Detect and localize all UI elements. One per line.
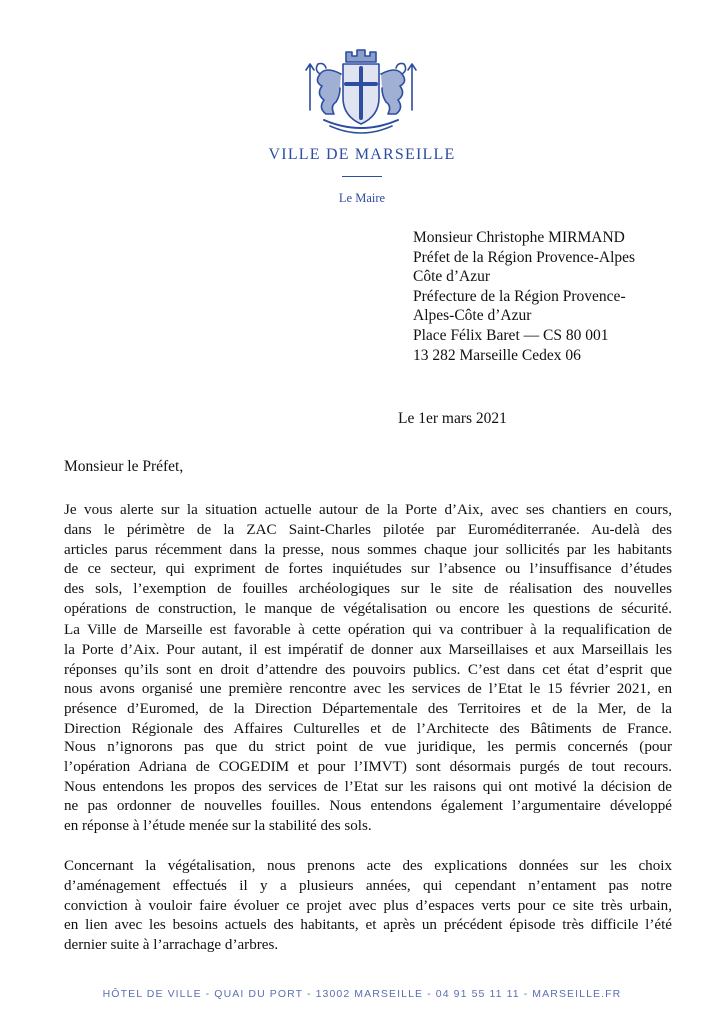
recipient-line: Préfet de la Région Provence-Alpes xyxy=(413,248,636,266)
paragraph-2 xyxy=(64,621,672,740)
recipient-line: Préfecture de la Région Provence- xyxy=(413,287,626,305)
paragraph-line: présence d’Euromed, de la Direction Départementale des Territoires et de la Mer, de la xyxy=(64,701,672,718)
paragraph-line: conviction à vouloir faire évoluer ce projet avec plus d’espaces verts pour ce site très urbain, xyxy=(64,897,672,914)
paragraph-line: réponses qu’ils sont en droit d’attendre des pouvoirs publics. C’est dans cet état d’esprit que xyxy=(64,661,672,678)
paragraph-line: la Porte d’Aix. Pour autant, il est impératif de donner aux Marseillaises et aux Marseillais les xyxy=(64,641,672,658)
recipient-line: 13 282 Marseille Cedex 06 xyxy=(413,346,581,364)
letterhead-divider xyxy=(342,176,382,177)
paragraph-3 xyxy=(64,738,672,837)
letter-date: Le 1er mars 2021 xyxy=(398,410,507,427)
paragraph-line: en réponse à l’étude menée sur la stabilité des sols. xyxy=(64,818,372,835)
paragraph-line: Nous entendons les propos des services de l’Etat sur les raisons qui ont motivé la décision de xyxy=(64,778,672,795)
recipient-line: Alpes-Côte d’Azur xyxy=(413,307,532,325)
paragraph-line: de ce secteur, qui expriment de fortes inquiétudes sur l’absence ou l’insuffisance d’études xyxy=(64,561,672,578)
paragraph-line: l’opération Adriana de COGEDIM et pour l’IMVT) sont désormais purgés de tout recours. xyxy=(64,758,672,775)
paragraph-line: La Ville de Marseille est favorable à cette opération qui va contribuer à la requalification de xyxy=(64,622,672,638)
paragraph-line: articles parus récemment dans la presse, nous sommes chaque jour sollicités par les habitants xyxy=(64,541,672,558)
recipient-line: Place Félix Baret — CS 80 001 xyxy=(413,326,609,344)
paragraph-line: en lien avec les besoins actuels des habitants, et après un précédent épisode très difficile l’été xyxy=(64,917,672,934)
recipient-line: Monsieur Christophe MIRMAND xyxy=(413,229,625,246)
letterhead-office: Le Maire xyxy=(338,191,386,205)
paragraph-line: Concernant la végétalisation, nous prenons acte des explications données sur les choix xyxy=(64,858,672,874)
marseille-coat-of-arms-icon xyxy=(296,40,426,140)
letterhead-city-name: VILLE DE MARSEILLE xyxy=(268,146,456,163)
salutation: Monsieur le Préfet, xyxy=(64,458,184,475)
paragraph-line: dans le périmètre de la ZAC Saint-Charles pilotée par Euroméditerranée. Au-delà des xyxy=(64,521,672,538)
paragraph-line: ne pas ordonner de nouvelles fouilles. Nous entendons également l’argumentaire développé xyxy=(64,798,672,815)
paragraph-line: des sols, l’exemption de fouilles archéologiques sur le site de réalisation des nouvelles xyxy=(64,581,672,598)
paragraph-1 xyxy=(64,501,672,620)
letter-footer: HÔTEL DE VILLE - QUAI DU PORT - 13002 MARSEILLE - 04 91 55 11 11 - MARSEILLE.FR xyxy=(102,988,622,1000)
paragraph-line: opérations de construction, le manque de végétalisation ou encore les questions de sécurité. xyxy=(64,600,672,617)
paragraph-line: Direction Régionale des Affaires Culturelles et de l’Architecte des Bâtiments de France. xyxy=(64,720,672,737)
recipient-line: Côte d’Azur xyxy=(413,268,491,286)
paragraph-line: Nous n’ignorons pas que du strict point de vue juridique, les permis concernés (pour xyxy=(64,739,672,755)
paragraph-line: d’aménagement effectués il y a plusieurs années, qui cependant n’entament pas notre xyxy=(64,877,672,894)
paragraph-4 xyxy=(64,857,672,956)
paragraph-line: nous avons organisé une première rencontre avec les services de l’Etat le 15 février 2021, en xyxy=(64,681,672,698)
paragraph-line: Je vous alerte sur la situation actuelle autour de la Porte d’Aix, avec ses chantiers en cours, xyxy=(64,502,672,518)
recipient-address xyxy=(413,228,703,365)
paragraph-line: dernier suite à l’arrachage d’arbres. xyxy=(64,937,279,954)
